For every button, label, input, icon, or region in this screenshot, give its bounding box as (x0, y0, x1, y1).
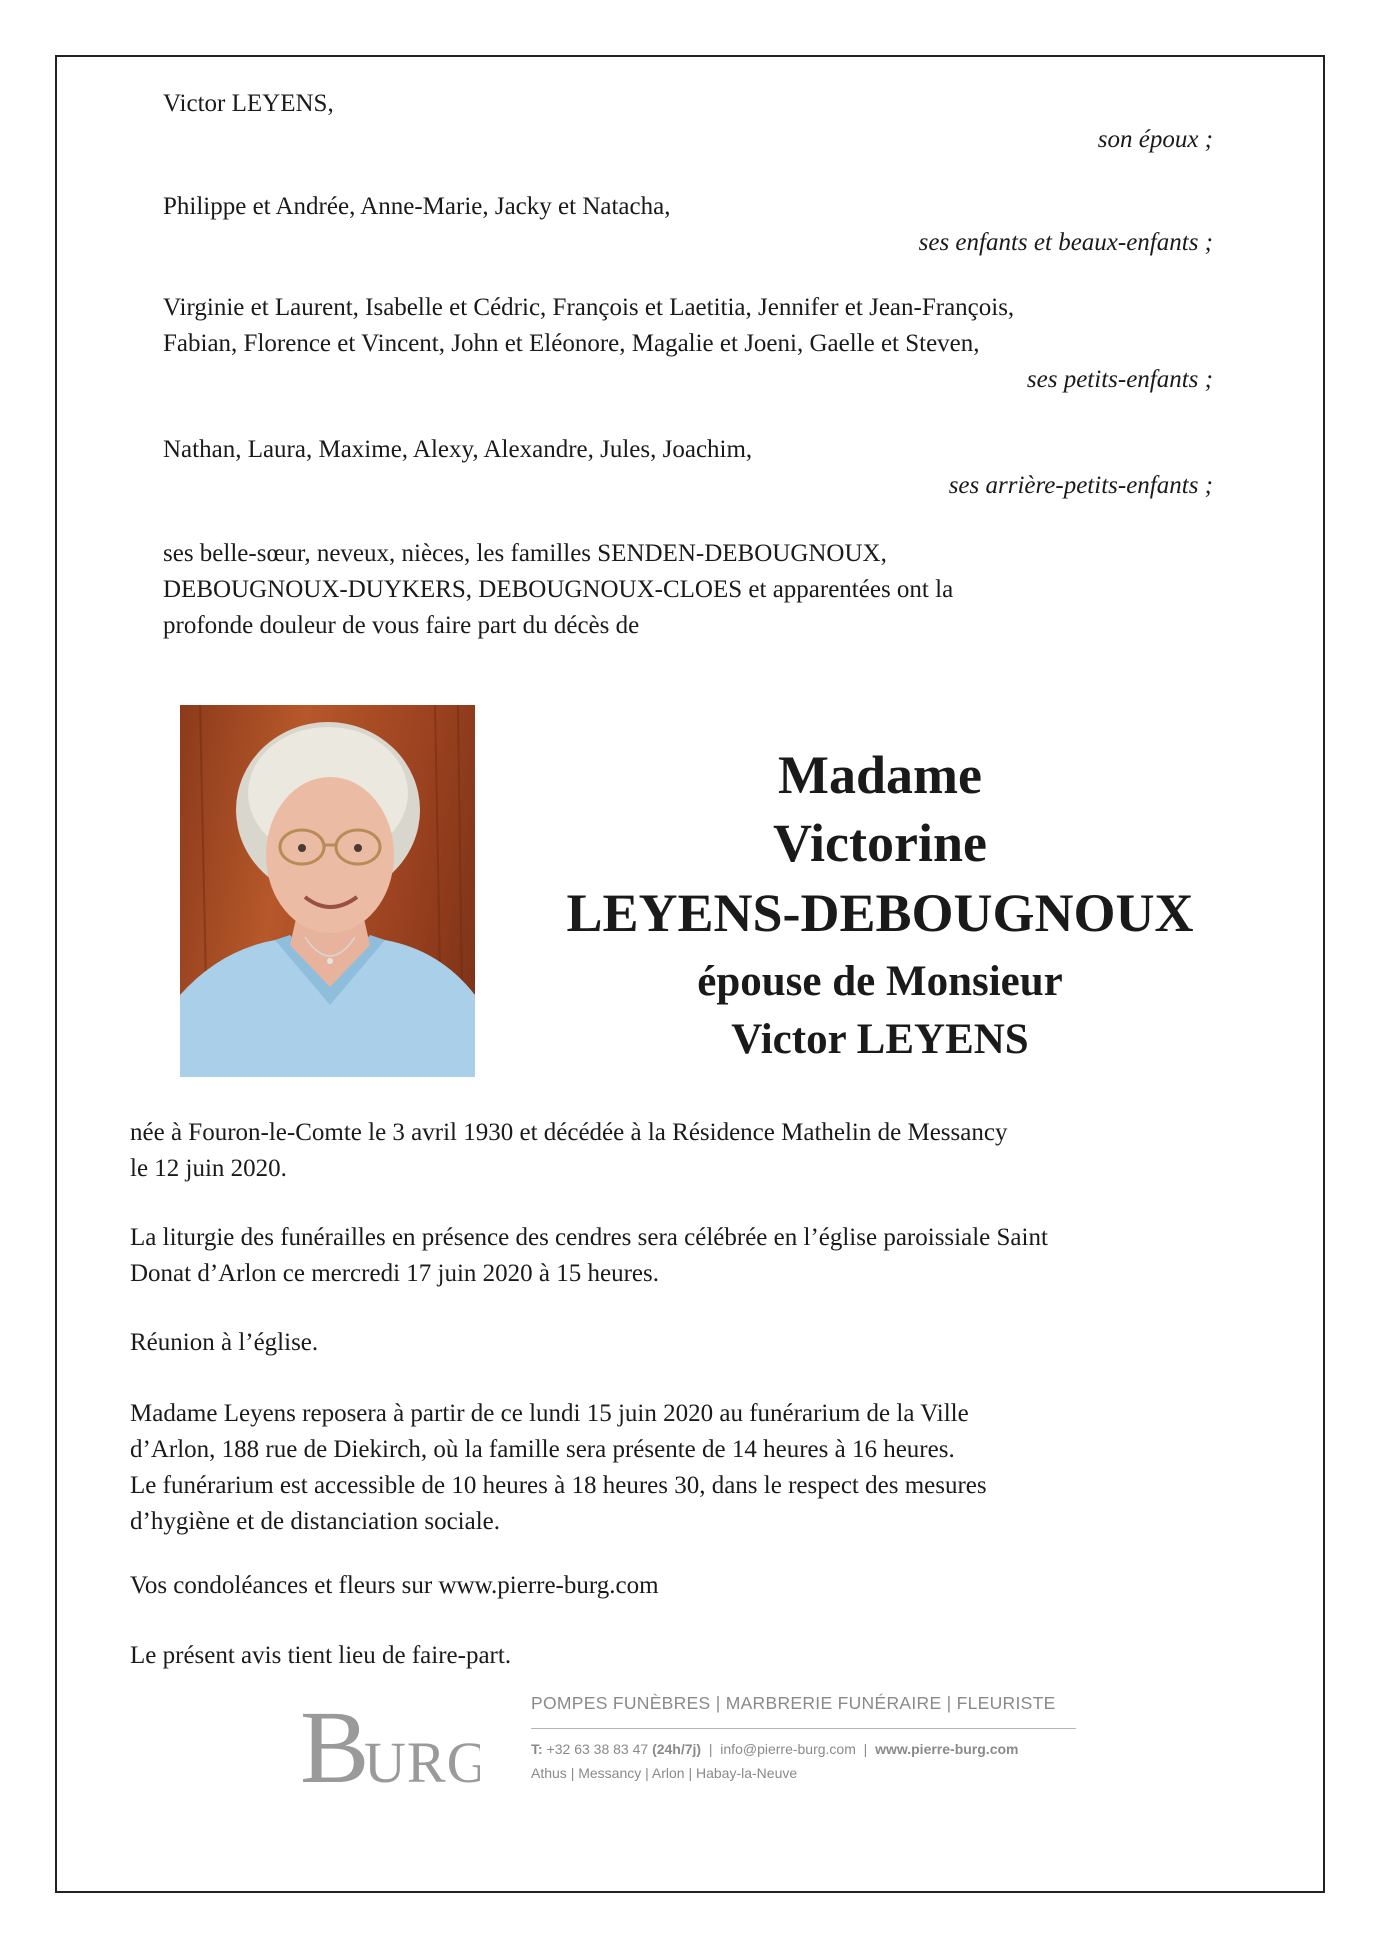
condolences-paragraph (130, 1568, 1230, 1604)
family-group-spouse (163, 86, 1213, 158)
footer-services: POMPES FUNÈBRES | MARBRERIE FUNÉRAIRE | FLEURISTE (531, 1693, 1056, 1713)
email-link[interactable]: info@pierre-burg.com (720, 1741, 856, 1757)
svg-text:URG: URG (364, 1730, 480, 1795)
text-line: née à Fouron-le-Comte le 3 avril 1930 et décédée à la Résidence Mathelin de Messancy (130, 1119, 1008, 1146)
family-group-great-grandchildren (163, 432, 1213, 504)
footer-locations: Athus | Messancy | Arlon | Habay-la-Neuve (531, 1765, 798, 1781)
footer-info (531, 1693, 1091, 1781)
text-line: La liturgie des funérailles en présence des cendres sera célébrée en l’église paroissiale Saint (130, 1224, 1048, 1251)
family-group-grandchildren (163, 290, 1213, 398)
family-names: Victor LEYENS, (163, 90, 334, 117)
phone-number: +32 63 38 83 47 (546, 1741, 649, 1757)
funerarium-paragraph (130, 1396, 1230, 1540)
family-role: ses petits-enfants ; (1026, 366, 1213, 393)
family-names: profonde douleur de vous faire part du décès de (163, 612, 640, 639)
text-line: Le présent avis tient lieu de faire-part. (130, 1642, 512, 1669)
portrait-photo (180, 705, 475, 1077)
burg-logo (300, 1690, 480, 1800)
family-names: DEBOUGNOUX-DUYKERS, DEBOUGNOUX-CLOES et apparentées ont la (163, 576, 954, 603)
family-names: ses belle-sœur, neveux, nièces, les familles SENDEN-DEBOUGNOUX, (163, 540, 887, 567)
family-names: Nathan, Laura, Maxime, Alexy, Alexandre, Jules, Joachim, (163, 436, 753, 463)
family-role: ses enfants et beaux-enfants ; (918, 229, 1213, 256)
separator: | (859, 1741, 872, 1757)
website-link[interactable]: www.pierre-burg.com (875, 1741, 1019, 1757)
closing-paragraph (130, 1638, 1230, 1674)
family-role: son époux ; (1097, 126, 1213, 153)
phone-label: T: (531, 1741, 543, 1757)
text-line: d’Arlon, 188 rue de Diekirch, où la famille sera présente de 14 heures à 16 heures. (130, 1436, 955, 1463)
spouse-name: Victor LEYENS (731, 1016, 1029, 1063)
text-line: Donat d’Arlon ce mercredi 17 juin 2020 à 15 heures. (130, 1260, 660, 1287)
text-line: d’hygiène et de distanciation sociale. (130, 1508, 501, 1535)
footer-contact (531, 1741, 1091, 1757)
meeting-paragraph (130, 1325, 1230, 1361)
footer-divider (531, 1728, 1076, 1729)
deceased-surname: LEYENS-DEBOUGNOUX (566, 883, 1194, 943)
family-group-children (163, 189, 1213, 261)
separator: | (704, 1741, 717, 1757)
deceased-first-name: Victorine (773, 813, 987, 873)
family-role: ses arrière-petits-enfants ; (948, 472, 1213, 499)
family-names: Virginie et Laurent, Isabelle et Cédric, François et Laetitia, Jennifer et Jean-François, (163, 294, 1015, 321)
svg-text:B: B (300, 1690, 370, 1800)
liturgy-paragraph (130, 1220, 1230, 1292)
phone-hours: (24h/7j) (652, 1741, 702, 1757)
text-line: le 12 juin 2020. (130, 1155, 287, 1182)
family-names: Fabian, Florence et Vincent, John et Eléonore, Magalie et Joeni, Gaelle et Steven, (163, 330, 980, 357)
family-group-extended (163, 536, 1213, 644)
text-line: Le funérarium est accessible de 10 heures à 18 heures 30, dans le respect des mesures (130, 1472, 987, 1499)
family-names: Philippe et Andrée, Anne-Marie, Jacky et Natacha, (163, 193, 671, 220)
deceased-title: Madame (778, 745, 982, 805)
text-line: Vos condoléances et fleurs sur www.pierre-burg.com (130, 1572, 659, 1599)
text-line: Réunion à l’église. (130, 1329, 319, 1356)
text-line: Madame Leyens reposera à partir de ce lundi 15 juin 2020 au funérarium de la Ville (130, 1400, 969, 1427)
spouse-line: épouse de Monsieur (697, 958, 1063, 1005)
birth-death-paragraph (130, 1115, 1230, 1187)
